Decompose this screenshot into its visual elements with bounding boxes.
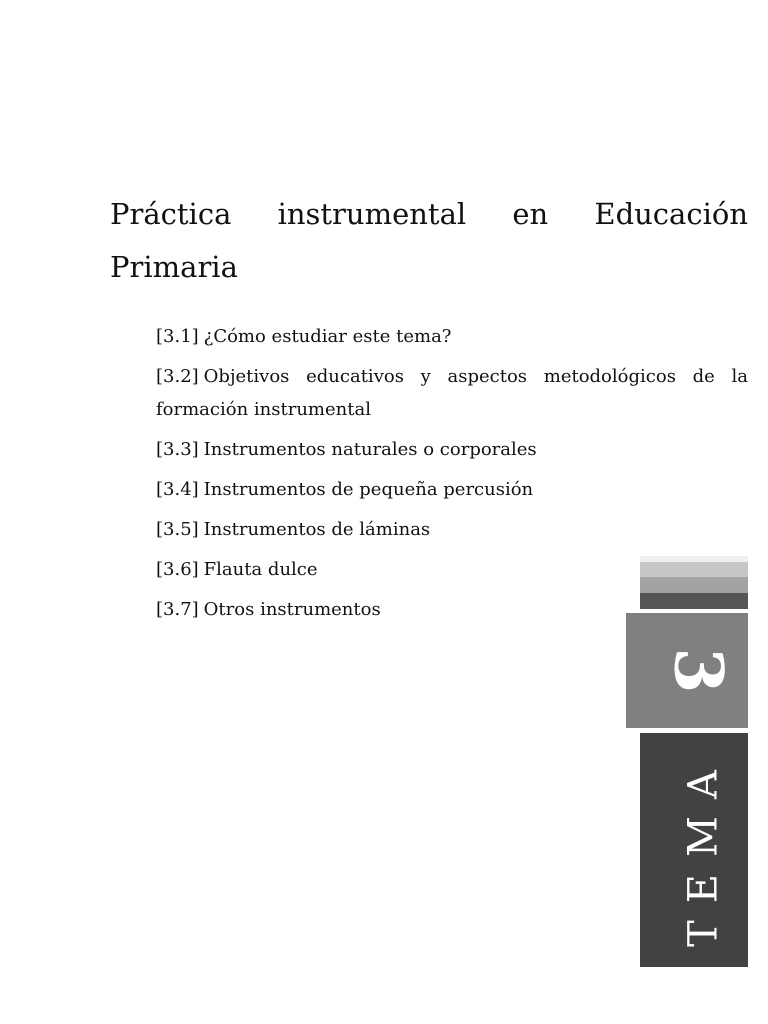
chapter-label: TEMA [680, 753, 727, 947]
toc-item-label: Instrumentos naturales o corporales [203, 439, 537, 460]
toc-item-number: [3.1] [156, 326, 199, 347]
toc-item-number: [3.6] [156, 559, 199, 580]
chapter-number-box [626, 613, 748, 728]
page-title: Práctica instrumental en Educación Primaria [110, 197, 748, 284]
toc-item-label: Flauta dulce [203, 559, 318, 580]
toc-item-label: Objetivos educativos y aspectos metodológicos de la formación instrumental [156, 366, 748, 420]
toc-item-label: ¿Cómo estudiar este tema? [203, 326, 452, 347]
toc-item-number: [3.4] [156, 479, 199, 500]
toc-item[interactable] [156, 513, 748, 546]
toc-item[interactable] [156, 473, 748, 506]
chapter-label-box [640, 733, 748, 967]
tab-stripe [640, 577, 748, 593]
chapter-number: 3 [660, 647, 738, 694]
toc-item-number: [3.3] [156, 439, 199, 460]
tab-stripe [640, 593, 748, 609]
toc-item[interactable] [156, 360, 748, 426]
toc-item-number: [3.5] [156, 519, 199, 540]
tab-stripe [640, 562, 748, 577]
toc-item[interactable] [156, 433, 748, 466]
toc-item-label: Instrumentos de láminas [203, 519, 431, 540]
toc-item-number: [3.7] [156, 599, 199, 620]
toc-item[interactable] [156, 320, 748, 353]
toc-item-number: [3.2] [156, 366, 199, 387]
toc-item-label: Instrumentos de pequeña percusión [203, 479, 534, 500]
toc-item-label: Otros instrumentos [203, 599, 381, 620]
